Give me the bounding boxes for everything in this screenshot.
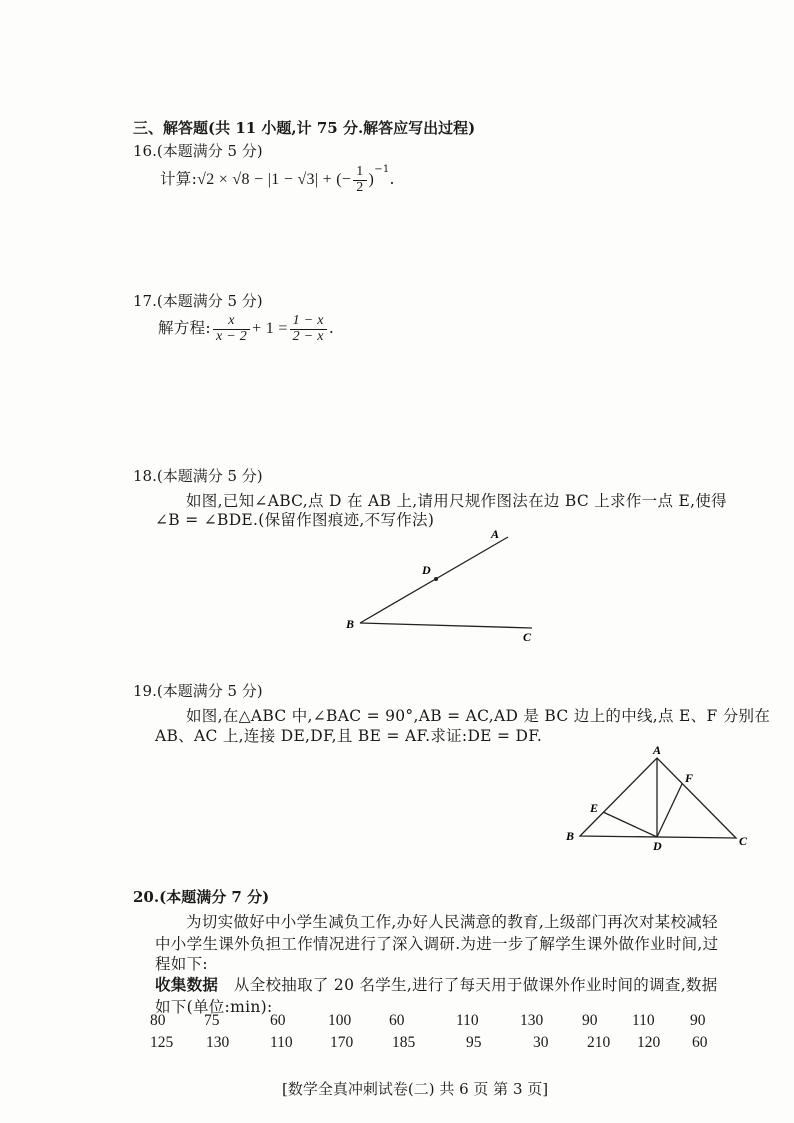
data-cell: 110 [632, 1012, 655, 1029]
data-cell: 120 [637, 1034, 661, 1051]
q19-line1: 如图,在△ABC 中,∠BAC = 90°,AB = AC,AD 是 BC 边上的中线,点 E、F 分别在 [186, 707, 771, 725]
q19-label-e: E [590, 801, 599, 815]
q18-label-d: D [422, 563, 431, 577]
q19-segment-de [603, 812, 657, 837]
data-cell: 60 [270, 1012, 286, 1029]
data-cell: 90 [582, 1012, 598, 1029]
data-cell: 95 [466, 1034, 482, 1051]
q17-f1-den: x − 2 [215, 328, 248, 344]
data-cell: 60 [389, 1012, 405, 1029]
q17-tail: . [328, 319, 335, 337]
data-cell: 90 [690, 1012, 706, 1029]
q19-label-b: B [566, 829, 575, 843]
q17-prompt: 解方程: [158, 319, 211, 337]
q18-header: 18.(本题满分 5 分) [133, 467, 263, 485]
q20-data-row-1 [0, 1012, 794, 1032]
q17-fraction-right [290, 314, 327, 344]
q20-data-row-2 [0, 1034, 794, 1054]
q19-line2: AB、AC 上,连接 DE,DF,且 BE = AF.求证:DE = DF. [155, 727, 543, 745]
q18-figure-angle [340, 525, 550, 645]
q18-ray-ba [360, 537, 508, 623]
q17-f2-den: 2 − x [292, 328, 324, 344]
q16-expr-b: ) [368, 171, 375, 189]
data-cell: 185 [392, 1034, 416, 1051]
q17-fraction-left [213, 314, 250, 344]
data-cell: 100 [328, 1012, 352, 1029]
q16-frac-num: 1 [353, 165, 366, 181]
q16-exponent: −1 [374, 164, 390, 175]
q16-header: 16.(本题满分 5 分) [133, 142, 263, 160]
q20-line1: 为切实做好中小学生减负工作,办好人民满意的教育,上级部门再次对某校减轻 [186, 913, 718, 931]
q17-mid: + 1 = [252, 320, 288, 337]
q19-label-c: C [739, 834, 748, 848]
q19-label-f: F [685, 771, 694, 785]
q20-collect-line2: 如下(单位:min): [155, 998, 273, 1016]
q18-line2: ∠B = ∠BDE.(保留作图痕迹,不写作法) [155, 511, 435, 529]
data-cell: 130 [206, 1034, 230, 1051]
q17-f2-num: 1 − x [290, 314, 327, 330]
q19-label-a: A [653, 743, 662, 757]
q20-collect-text: 从全校抽取了 20 名学生,进行了每天用于做课外作业时间的调查,数据 [233, 976, 718, 994]
data-cell: 110 [456, 1012, 479, 1029]
q20-collect-label: 收集数据 [155, 975, 219, 994]
q16-expr-a: √2 × √8 − |1 − √3| + (− [197, 171, 352, 189]
data-cell: 30 [533, 1034, 549, 1051]
data-cell: 125 [150, 1034, 174, 1051]
data-cell: 210 [587, 1034, 611, 1051]
data-cell: 60 [692, 1034, 708, 1051]
q17-f1-num: x [213, 314, 250, 330]
q16-prompt: 计算: [160, 170, 198, 189]
q19-segment-df [657, 784, 682, 837]
q20-line2: 中小学生课外负担工作情况进行了深入调研.为进一步了解学生课外做作业时间,过 [155, 935, 719, 953]
q16-fraction [353, 165, 366, 195]
q19-header: 19.(本题满分 5 分) [133, 682, 263, 700]
q18-point-d [434, 577, 438, 581]
data-cell: 170 [330, 1034, 354, 1051]
q16-expression [160, 160, 395, 196]
q19-triangle-abc [580, 758, 736, 838]
q17-header: 17.(本题满分 5 分) [133, 292, 263, 310]
q20-header: 20.(本题满分 7 分) [133, 888, 270, 906]
q20-collect-line [155, 973, 718, 995]
q18-ray-bc [360, 623, 532, 628]
q16-tail: . [389, 170, 395, 189]
data-cell: 110 [270, 1034, 293, 1051]
q18-line1: 如图,已知∠ABC,点 D 在 AB 上,请用尺规作图法在边 BC 上求作一点 E,使得 [186, 492, 727, 510]
data-cell: 75 [204, 1012, 220, 1029]
q16-frac-den: 2 [356, 179, 364, 195]
q20-line3: 程如下: [155, 955, 208, 973]
data-cell: 80 [150, 1012, 166, 1029]
q19-label-d: D [653, 839, 662, 853]
section-title: 三、解答题(共 11 小题,计 75 分.解答应写出过程) [133, 119, 476, 137]
page-footer: [数学全真冲刺试卷(二) 共 6 页 第 3 页] [282, 1080, 549, 1098]
data-cell: 130 [520, 1012, 544, 1029]
q17-equation [158, 310, 334, 347]
q18-label-c: C [523, 630, 532, 644]
q18-label-b: B [346, 617, 355, 631]
q19-figure-triangle [560, 740, 755, 855]
q18-label-a: A [491, 527, 500, 541]
